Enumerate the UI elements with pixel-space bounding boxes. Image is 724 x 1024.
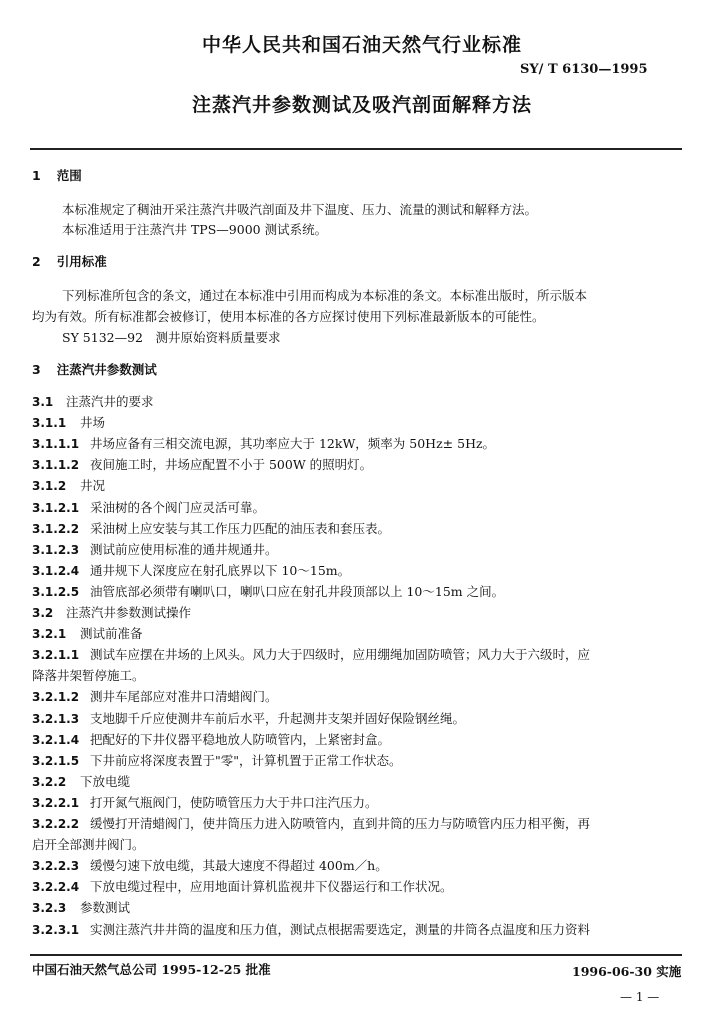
clause-text: 下放电缆 (80, 773, 131, 789)
paragraph: 下列标准所包含的条文，通过在本标准中引用而构成为本标准的条文。本标准出版时，所示版本 (62, 288, 588, 303)
footer-divider (30, 954, 682, 956)
clause-number: 3.2.3.1 (32, 922, 80, 937)
clause-text: 支地脚千斤应使测井车前后水平，升起测井支架并固好保险钢丝绳。 (90, 710, 466, 726)
approval-date: 中国石油天然气总公司 1995-12-25 批准 (32, 962, 271, 977)
reference-item: SY 5132—92 测井原始资料质量要求 (62, 330, 281, 345)
clause-item (32, 434, 495, 454)
clause-number: 3.2.2 (32, 774, 67, 789)
clause-item (32, 709, 465, 729)
clause-number: 3.2.2.1 (32, 795, 80, 810)
standard-code: SY/ T 6130—1995 (520, 62, 648, 77)
document-organization: 中华人民共和国石油天然气行业标准 (201, 34, 522, 56)
clause-number: 3.1.1 (32, 416, 67, 431)
clause-number: 3.1.2.1 (32, 500, 80, 515)
clause-number: 3.1.1.2 (32, 458, 80, 473)
header-divider (30, 148, 682, 150)
clause-item (32, 814, 590, 834)
clause-number: 3.2.1.2 (32, 690, 80, 705)
clause-text: 通井规下人深度应在射孔底界以下 10～15m。 (90, 562, 351, 578)
clause-text: 采油树的各个阀门应灵活可靠。 (90, 499, 266, 515)
clause-item (32, 645, 590, 665)
clause-text: 测试车应摆在井场的上风头。风力大于四级时，应用绷绳加固防喷管；风力大于六级时，应 (90, 647, 591, 663)
clause-text: 参数测试 (80, 900, 131, 916)
clause-item (32, 603, 191, 623)
clause-item (32, 730, 390, 750)
clause-text: 实测注蒸汽井井筒的温度和压力值，测试点根据需要选定，测量的井筒各点温度和压力资料 (90, 921, 591, 937)
paragraph: 本标准规定了稠油开采注蒸汽井吸汽剖面及井下温度、压力、流量的测试和解释方法。 (62, 202, 538, 217)
section-heading (32, 360, 157, 380)
clause-item (32, 413, 105, 433)
clause-number: 3.1.2.5 (32, 584, 80, 599)
paragraph: 均为有效。所有标准都会被修订，使用本标准的各方应探讨使用下列标准最新版本的可能性。 (32, 309, 545, 324)
implementation-date: 1996-06-30 实施 (572, 964, 682, 979)
clause-number: 3.1.2.2 (32, 521, 80, 536)
page-number: — 1 — (620, 990, 660, 1004)
clause-item (32, 582, 504, 602)
clause-text: 缓慢打开清蜡阀门，使井筒压力进入防喷管内，直到井筒的压力与防喷管内压力相平衡，再 (90, 816, 591, 831)
clause-text: 把配好的下井仪器平稳地放人防喷管内，上紧密封盒。 (90, 731, 391, 747)
clause-text: 油管底部必须带有喇叭口，喇叭口应在射孔井段顶部以上 10～15m 之间。 (90, 583, 505, 599)
clause-number: 3.2.3 (32, 901, 67, 916)
clause-number: 3.1.2.4 (32, 563, 80, 578)
clause-text: 井场 (80, 415, 106, 431)
clause-item (32, 920, 590, 940)
clause-number: 3.1 (32, 395, 54, 409)
clause-number: 3.1.2.3 (32, 542, 80, 557)
clause-item (32, 877, 453, 897)
clause-text: 井况 (80, 478, 106, 494)
clause-text: 测试前准备 (80, 626, 143, 642)
clause-continuation: 降落井架暂停施工。 (32, 668, 145, 684)
clause-text: 下井前应将深度表置于"零"，计算机置于正常工作状态。 (90, 752, 402, 768)
section-number: 3 (32, 362, 41, 377)
clause-number: 3.2.1.1 (32, 648, 80, 663)
clause-number: 3.2.2.4 (32, 880, 80, 895)
clause-item (32, 772, 130, 792)
clause-number: 3.2.1.3 (32, 711, 80, 726)
clause-text: 下放电缆过程中，应用地面计算机监视井下仪器运行和工作状况。 (90, 879, 453, 895)
clause-text: 注蒸汽井的要求 (66, 394, 154, 409)
clause-item (32, 624, 143, 644)
clause-text: 打开氮气瓶阀门，使防喷管压力大于井口注汽压力。 (90, 794, 378, 810)
clause-text: 缓慢匀速下放电缆，其最大速度不得超过 400m／h。 (90, 858, 388, 874)
section-title: 注蒸汽井参数测试 (56, 362, 157, 377)
clause-number: 3.1.1.1 (32, 437, 80, 452)
clause-text: 采油树上应安装与其工作压力匹配的油压表和套压表。 (90, 520, 391, 536)
clause-item (32, 751, 402, 771)
clause-number: 3.2 (32, 606, 54, 620)
clause-number: 3.2.1.4 (32, 732, 80, 747)
clause-number: 3.2.2.3 (32, 859, 80, 874)
clause-text: 测井车尾部应对准井口清蜡阀门。 (90, 689, 278, 705)
clause-item (32, 476, 105, 496)
clause-item (32, 687, 278, 707)
clause-item (32, 519, 390, 539)
clause-item (32, 793, 378, 813)
clause-item (32, 540, 278, 560)
clause-item (32, 498, 265, 518)
clause-continuation: 启开全部测井阀门。 (32, 837, 145, 853)
section-title: 范围 (56, 168, 82, 183)
clause-number: 3.2.1 (32, 627, 67, 642)
clause-text: 注蒸汽井参数测试操作 (66, 605, 192, 620)
clause-item (32, 898, 130, 918)
section-heading (32, 252, 107, 272)
paragraph: 本标准适用于注蒸汽井 TPS—9000 测试系统。 (62, 222, 328, 237)
clause-item (32, 455, 372, 475)
clause-item (32, 856, 388, 876)
clause-text: 夜间施工时，井场应配置不小于 500W 的照明灯。 (90, 457, 373, 473)
clause-item (32, 561, 350, 581)
section-number: 2 (32, 254, 41, 269)
clause-item (32, 392, 154, 412)
document-title: 注蒸汽井参数测试及吸汽剖面解释方法 (191, 94, 532, 116)
clause-text: 井场应备有三相交流电源，其功率应大于 12kW，频率为 50Hz± 5Hz。 (90, 436, 496, 452)
clause-number: 3.2.1.5 (32, 753, 80, 768)
section-heading (32, 166, 82, 186)
clause-number: 3.1.2 (32, 479, 67, 494)
section-number: 1 (32, 168, 41, 183)
section-title: 引用标准 (56, 254, 107, 269)
clause-text: 测试前应使用标准的通井规通井。 (90, 541, 278, 557)
clause-number: 3.2.2.2 (32, 817, 80, 831)
